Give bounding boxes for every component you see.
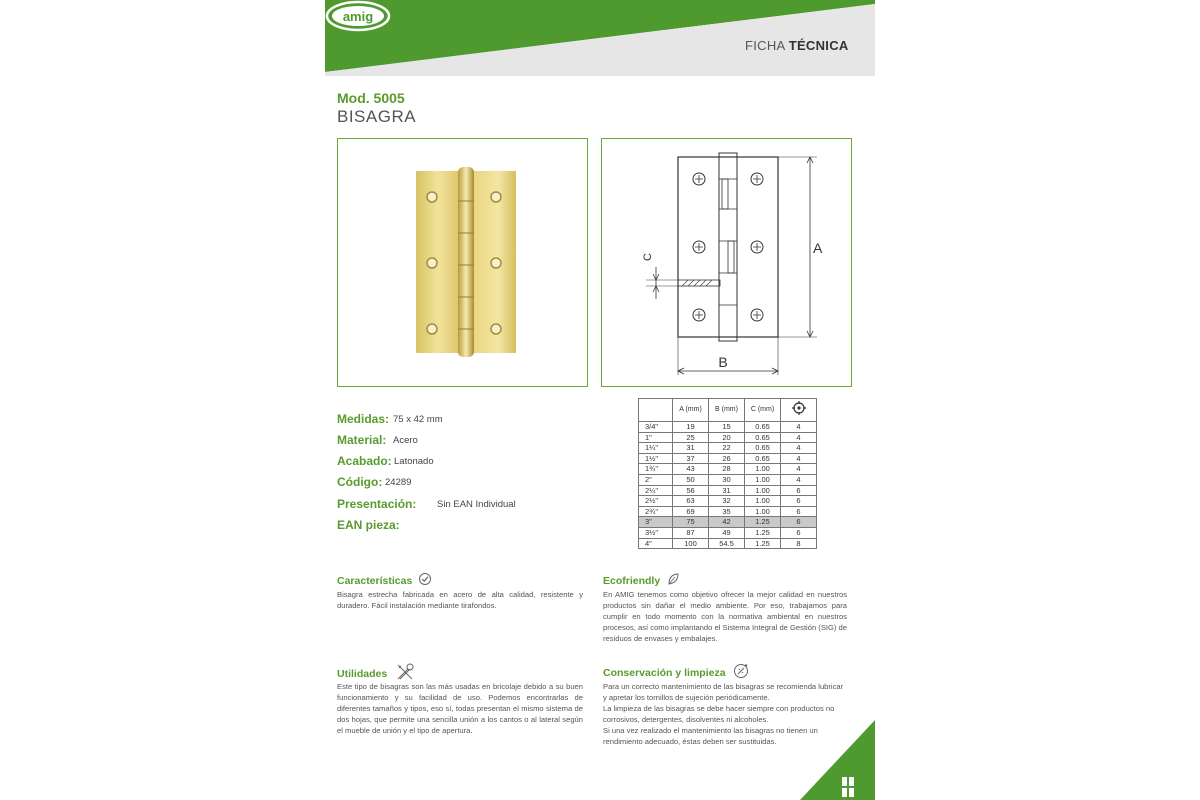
b-cell: 26 [709, 453, 745, 464]
size-cell: 1¾" [639, 464, 673, 475]
b-cell: 28 [709, 464, 745, 475]
size-table-row [639, 422, 817, 433]
header-c: C (mm) [745, 399, 781, 422]
conservacion-paragraph-1: Para un correcto mantenimiento de las bisagras se recomienda lubricar y apretar los tornillos de sujeción periódicamente. [603, 682, 844, 702]
screws-cell: 6 [781, 527, 817, 538]
screws-cell: 4 [781, 453, 817, 464]
size-table [638, 398, 817, 549]
screws-cell: 6 [781, 496, 817, 507]
size-table-row [639, 485, 817, 496]
c-cell: 1.25 [745, 527, 781, 538]
c-cell: 0.65 [745, 453, 781, 464]
b-cell: 15 [709, 422, 745, 433]
size-cell: 2" [639, 474, 673, 485]
header-a: A (mm) [673, 399, 709, 422]
a-cell: 87 [673, 527, 709, 538]
b-cell: 35 [709, 506, 745, 517]
a-cell: 50 [673, 474, 709, 485]
size-cell: 1¼" [639, 443, 673, 454]
size-cell: 3" [639, 517, 673, 528]
label-c: C [642, 253, 654, 261]
size-table-row [639, 517, 817, 528]
c-cell: 0.65 [745, 432, 781, 443]
product-name: BISAGRA [337, 107, 417, 126]
b-cell: 54.5 [709, 538, 745, 549]
section-utilidades-title: Utilidades [337, 662, 415, 682]
size-table-row [639, 432, 817, 443]
product-photo-box [337, 138, 588, 387]
size-table-row [639, 496, 817, 507]
c-cell: 1.00 [745, 474, 781, 485]
screws-cell: 4 [781, 443, 817, 454]
section-conservacion-title: Conservación y limpieza [603, 662, 750, 680]
screws-cell: 4 [781, 422, 817, 433]
c-cell: 1.00 [745, 485, 781, 496]
b-cell: 20 [709, 432, 745, 443]
size-cell: 1" [639, 432, 673, 443]
tools-icon [395, 662, 415, 682]
c-cell: 1.00 [745, 464, 781, 475]
size-cell: 3½" [639, 527, 673, 538]
technical-drawing-box [601, 138, 852, 387]
section-ecofriendly-title: Ecofriendly [603, 572, 680, 587]
cleaning-icon [732, 662, 750, 680]
a-cell: 56 [673, 485, 709, 496]
screws-cell: 4 [781, 432, 817, 443]
header-size [639, 399, 673, 422]
b-cell: 31 [709, 485, 745, 496]
size-cell: 2¾" [639, 506, 673, 517]
a-cell: 19 [673, 422, 709, 433]
c-cell: 1.25 [745, 538, 781, 549]
size-table-row [639, 527, 817, 538]
size-cell: 3/4" [639, 422, 673, 433]
a-cell: 69 [673, 506, 709, 517]
a-cell: 63 [673, 496, 709, 507]
screws-cell: 8 [781, 538, 817, 549]
screws-cell: 4 [781, 464, 817, 475]
size-cell: 1½" [639, 453, 673, 464]
size-table-row [639, 443, 817, 454]
screws-cell: 6 [781, 485, 817, 496]
section-utilidades-text: Este tipo de bisagras son las más usadas en bricolaje debido a su buen funcionamiento y su facilidad de uso. Podemos encontrarlas de diferentes tamaños y tipos, eso sí, todas presentan el mismo sistema de dos hojas, que permite una sencilla unión a los cantos o al lateral según el mueble de unión y el tipo de apertura. [337, 682, 583, 735]
b-cell: 42 [709, 517, 745, 528]
b-cell: 49 [709, 527, 745, 538]
screws-cell: 4 [781, 474, 817, 485]
hinge-drawing [602, 139, 851, 386]
c-cell: 0.65 [745, 443, 781, 454]
c-cell: 1.00 [745, 496, 781, 507]
size-cell: 2¼" [639, 485, 673, 496]
label-b: B [718, 354, 728, 370]
size-cell: 4" [639, 538, 673, 549]
b-cell: 32 [709, 496, 745, 507]
size-table-row [639, 474, 817, 485]
header-screws [781, 399, 817, 422]
screws-cell: 6 [781, 517, 817, 528]
a-cell: 25 [673, 432, 709, 443]
conservacion-paragraph-2: La limpieza de las bisagras se debe hacer siempre con productos no corrosivos, detergentes, disolventes ni alcoholes. [603, 704, 835, 724]
ficha-light: FICHA [745, 38, 789, 53]
logo-text: amig [342, 9, 374, 24]
a-cell: 100 [673, 538, 709, 549]
screws-cell: 6 [781, 506, 817, 517]
a-cell: 75 [673, 517, 709, 528]
a-cell: 43 [673, 464, 709, 475]
check-circle-icon [418, 572, 432, 586]
size-table-row [639, 506, 817, 517]
c-cell: 0.65 [745, 422, 781, 433]
tech-sheet: amig FICHA TÉCNICA Mod. 5005 BISAGRA C A B Medidas: 75 x 42 mm Material: Acero Acabado: Latonado Código: 24289 Presentación: Sin EAN Individual EAN pieza: A (mm) B (mm) C (mm) 3/4" 19 15 0.65 4 1" 25 20 0.65 4 1¼" 31 22 0.65 4 1½" 37 26 0.65 4 1¾" 43 28 1.00 4 2" 50 30 1.00 4 2¼" 56 31 1.00 6 2½" 63 32 1.00 6 2¾" 69 35 1.00 6 3" 75 42 1.25 6 3½" 87 49 1.25 6 4" 100 54.5 1.25 8 Características Bisagra estrecha fabricada en acero de alta calidad, resistente y duradero. Fácil instalación mediante tirafondos. Ecofriendly En AMIG tenemos como objetivo ofrecer la mejor calidad en nuestros productos sin dañar el medio ambiente. Por eso, trabajamos para cumplir en todo momento con la normativa ambiental en nuestros procesos, así como implantando el Sistema Integral de Gestión (SIG) de residuos de envases y embalajes. Utilidades Este tipo de bisagras son las más usadas en bricolaje debido a su buen funcionamiento y su facilidad de uso. Podemos encontrarlas de diferentes tamaños y tipos, eso sí, todas presentan el mismo sistema de dos hojas, que permite una sencilla unión a los cantos o al lateral según el mueble de unión y el tipo de apertura. Conservación y limpieza Para un correcto mantenimiento de las bisagras se recomienda lubricar y apretar los tornillos de sujeción periódicamente. La limpieza de las bisagras se debe hacer siempre con productos no corrosivos, detergentes, disolventes ni alcoholes. Si una vez realizado el mantenimiento las bisagras no tienen un rendimiento adecuado, éstas deben ser sustituidas. [325, 0, 875, 800]
conservacion-paragraph-3: Si una vez realizado el mantenimiento las bisagras no tienen un rendimiento adecuado, éstas deben ser sustituidas. [603, 726, 818, 746]
size-table-header [639, 399, 817, 422]
screw-target-icon [791, 400, 807, 416]
amig-logo [325, 0, 391, 32]
size-cell: 2½" [639, 496, 673, 507]
doc-type-label [745, 38, 849, 53]
a-cell: 37 [673, 453, 709, 464]
corner-badge [800, 720, 875, 800]
header-band [325, 0, 875, 80]
size-table-row [639, 538, 817, 549]
size-table-row [639, 453, 817, 464]
c-cell: 1.25 [745, 517, 781, 528]
ficha-bold: TÉCNICA [788, 38, 849, 53]
label-a: A [813, 240, 823, 256]
b-cell: 22 [709, 443, 745, 454]
leaf-icon [666, 572, 680, 586]
section-caracteristicas-text: Bisagra estrecha fabricada en acero de alta calidad, resistente y duradero. Fácil instalación mediante tirafondos. [337, 590, 583, 610]
model-number: Mod. 5005 [337, 90, 405, 106]
section-ecofriendly-text: En AMIG tenemos como objetivo ofrecer la mejor calidad en nuestros productos sin dañar el medio ambiente. Por eso, trabajamos para cumplir en todo momento con la normativa ambiental en nuestros procesos, así como implantando el Sistema Integral de Gestión (SIG) de residuos de envases y embalajes. [603, 590, 847, 643]
size-table-row [639, 464, 817, 475]
header-b: B (mm) [709, 399, 745, 422]
a-cell: 31 [673, 443, 709, 454]
b-cell: 30 [709, 474, 745, 485]
hinge-photo [338, 139, 587, 386]
section-caracteristicas-title: Características [337, 572, 432, 587]
c-cell: 1.00 [745, 506, 781, 517]
